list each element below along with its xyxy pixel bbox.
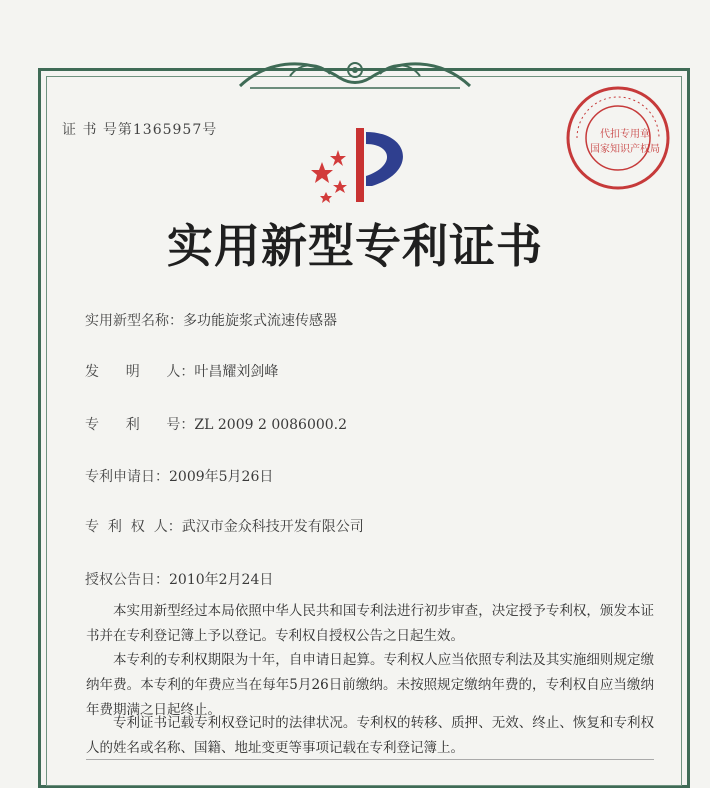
field-value: 多功能旋浆式流速传感器 [183, 313, 337, 329]
field-label: 发 明 人： [85, 364, 195, 380]
field-label: 专利申请日： [85, 469, 169, 485]
field-value: 武汉市金众科技开发有限公司 [181, 519, 364, 535]
field-application-date [85, 466, 273, 486]
paragraph-legal-status: 专利证书记载专利权登记时的法律状况。专利权的转移、质押、无效、终止、恢复和专利权人的姓名或名称、国籍、地址变更等事项记载在专利登记簿上。 [86, 715, 654, 756]
field-value: 2010年2月24日 [169, 572, 274, 588]
field-patent-number [85, 414, 347, 434]
certificate-number: 证 书 号第1365957号 [62, 122, 218, 138]
field-label: 实用新型名称： [85, 313, 183, 329]
field-announcement-date [85, 569, 273, 589]
field-value: 2009年5月26日 [169, 469, 274, 485]
patent-office-logo-icon [300, 122, 420, 206]
floral-ornament-icon [230, 48, 480, 96]
divider [86, 759, 654, 760]
paragraph-grant: 本实用新型经过本局依照中华人民共和国专利法进行初步审查，决定授予专利权，颁发本证书并在专利登记簿上予以登记。专利权自授权公告之日起生效。 [86, 603, 654, 644]
field-inventor [85, 361, 278, 381]
seal-text-top: 代扣专用章 [600, 129, 650, 140]
field-patentee [85, 516, 364, 536]
field-label: 专 利 权 人： [85, 519, 182, 535]
field-label: 授权公告日： [85, 572, 169, 588]
paragraph-term: 本专利的专利权期限为十年，自申请日起算。专利权人应当依照专利法及其实施细则规定缴纳年费。本专利的年费应当在每年5月26日前缴纳。未按照规定缴纳年费的，专利权自应当缴纳年费期满之日起终止。 [86, 652, 654, 718]
seal-text-bottom: 国家知识产权局 [590, 144, 660, 155]
field-value: ZL 2009 2 0086000.2 [194, 417, 348, 433]
field-label: 专 利 号： [85, 417, 195, 433]
field-value: 叶昌耀刘剑峰 [194, 364, 279, 380]
field-utility-model-name [85, 310, 337, 330]
certificate-title: 实用新型专利证书 [167, 219, 543, 273]
